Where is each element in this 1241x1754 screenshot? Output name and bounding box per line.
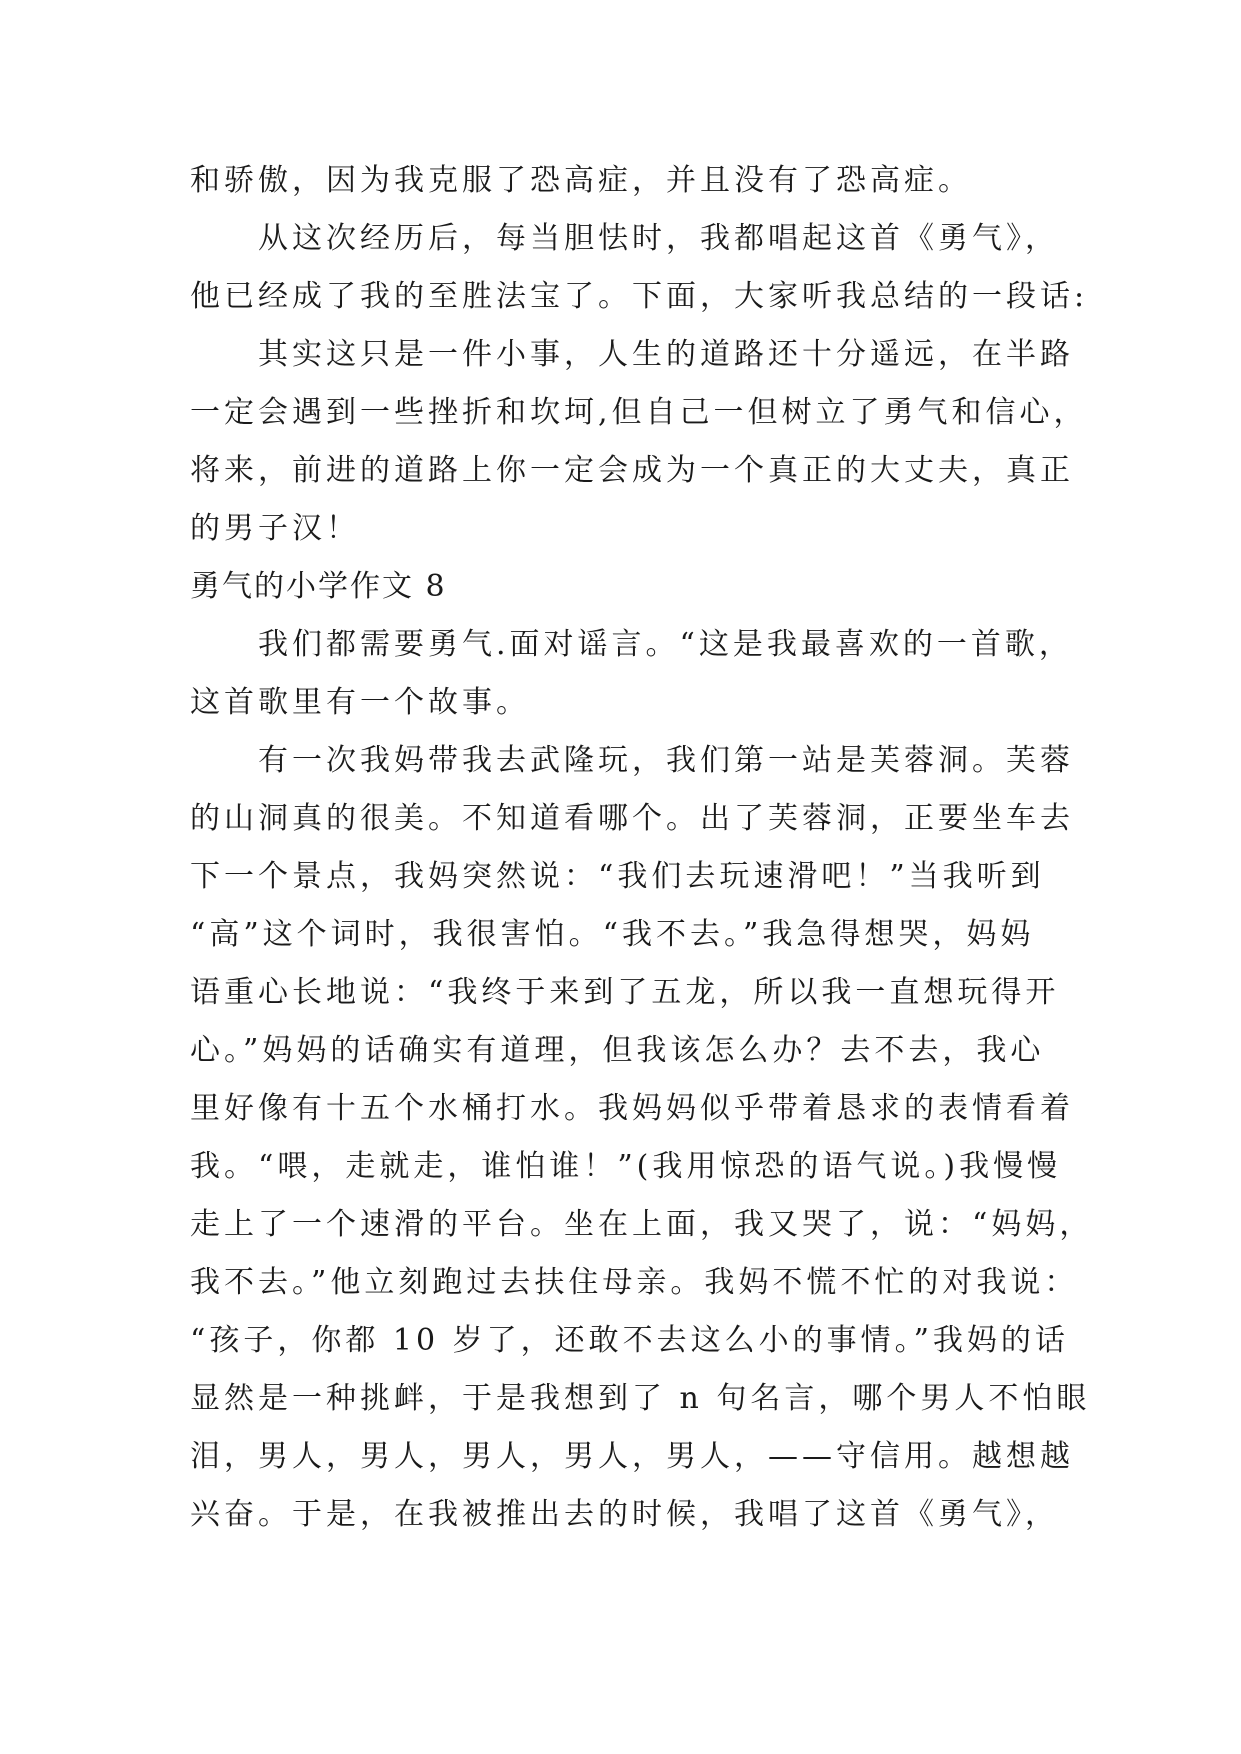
text-line: 这首歌里有一个故事。 xyxy=(190,685,530,720)
text-line: “孩子，你都 10 岁了，还敢不去这么小的事情。”我妈的话 xyxy=(190,1323,1069,1358)
text-line: 我们都需要勇气.面对谣言。“这是我最喜欢的一首歌， xyxy=(258,627,1073,662)
text-line: 将来，前进的道路上你一定会成为一个真正的大丈夫，真正 xyxy=(190,453,1074,488)
section-heading: 勇气的小学作文 8 xyxy=(190,569,447,604)
text-line: 有一次我妈带我去武隆玩，我们第一站是芙蓉洞。芙蓉 xyxy=(258,743,1074,778)
text-line: 里好像有十五个水桶打水。我妈妈似乎带着恳求的表情看着 xyxy=(190,1091,1074,1126)
text-line: 我不去。”他立刻跑过去扶住母亲。我妈不慌不忙的对我说： xyxy=(190,1265,1079,1300)
text-line: 心。”妈妈的话确实有道理，但我该怎么办？去不去，我心 xyxy=(190,1033,1045,1068)
text-line: 其实这只是一件小事，人生的道路还十分遥远，在半路 xyxy=(258,337,1074,372)
text-line: “高”这个词时，我很害怕。“我不去。”我急得想哭，妈妈 xyxy=(190,917,1035,952)
text-line: 和骄傲，因为我克服了恐高症，并且没有了恐高症。 xyxy=(190,163,972,198)
text-line: 兴奋。于是，在我被推出去的时候，我唱了这首《勇气》， xyxy=(190,1497,1059,1532)
text-line: 显然是一种挑衅，于是我想到了 n 句名言，哪个男人不怕眼 xyxy=(190,1381,1091,1416)
text-line: 一定会遇到一些挫折和坎坷,但自己一但树立了勇气和信心， xyxy=(190,395,1088,430)
text-line: 下一个景点，我妈突然说：“我们去玩速滑吧！”当我听到 xyxy=(190,859,1045,894)
text-line: 走上了一个速滑的平台。坐在上面，我又哭了，说：“妈妈， xyxy=(190,1207,1094,1242)
text-line: 语重心长地说：“我终于来到了五龙，所以我一直想玩得开 xyxy=(190,975,1060,1010)
text-line: 泪，男人，男人，男人，男人，男人，——守信用。越想越 xyxy=(190,1439,1074,1474)
text-line: 的山洞真的很美。不知道看哪个。出了芙蓉洞，正要坐车去 xyxy=(190,801,1074,836)
text-line: 他已经成了我的至胜法宝了。下面，大家听我总结的一段话: xyxy=(190,279,1089,314)
text-line: 我。“喂，走就走，谁怕谁！”(我用惊恐的语气说。)我慢慢 xyxy=(190,1149,1062,1184)
text-line: 的男子汉！ xyxy=(190,511,360,546)
text-line: 从这次经历后，每当胆怯时，我都唱起这首《勇气》， xyxy=(258,221,1059,256)
essay-text xyxy=(190,152,1094,1544)
